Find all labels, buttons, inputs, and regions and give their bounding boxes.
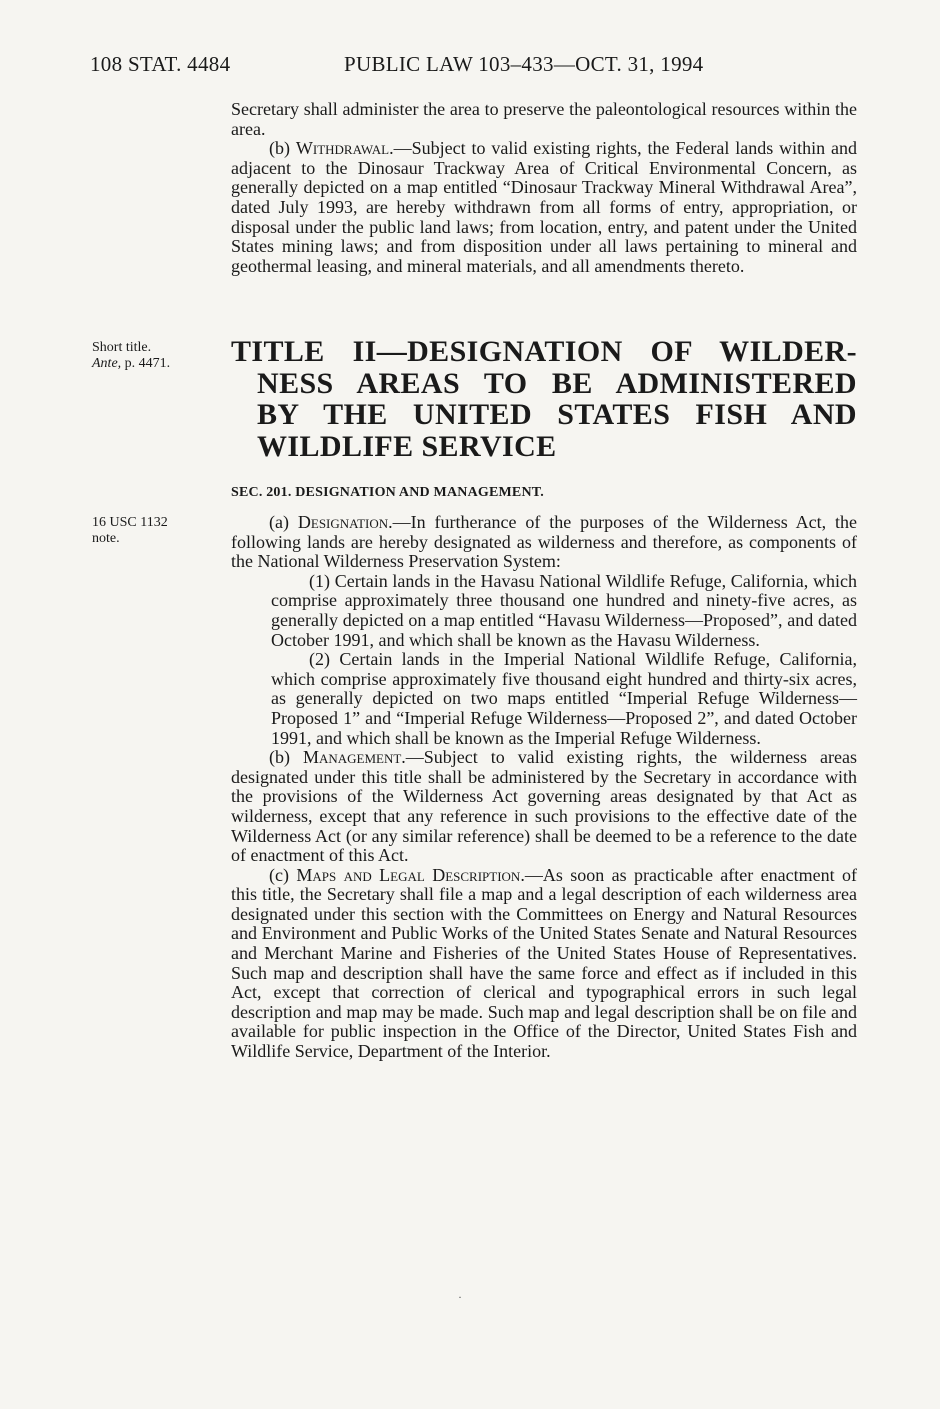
title-line-4: WILDLIFE SERVICE	[257, 429, 557, 463]
title-heading	[231, 336, 857, 462]
usc-note-word: note.	[92, 531, 120, 546]
title-line-2: NESS AREAS TO BE ADMINISTERED	[257, 366, 857, 400]
subsection-a-label: (a)	[269, 512, 298, 532]
public-law-citation: PUBLIC LAW 103–433—OCT. 31, 1994	[344, 52, 704, 76]
subsection-b	[231, 748, 857, 866]
subsection-c	[231, 866, 857, 1062]
title-line-3: BY THE UNITED STATES FISH AND	[257, 398, 857, 431]
ante-page: p. 4471.	[121, 356, 171, 371]
paragraph-2-imperial: (2) Certain lands in the Imperial National Wildlife Refuge, California, which comprise approximately five thousand eight hundred and thirty-six acres, as generally depicted on two maps entitled “Imperial Refuge Wilderness—Proposed 1” and “Imperial Refuge Wilderness—Proposed 2”, and dated October 1991, and which shall be known as the Imperial Refuge Wilderness.	[271, 649, 857, 748]
subsection-b-label: (b)	[269, 747, 303, 768]
subsection-c-heading: Maps and Legal Description.	[296, 864, 525, 885]
subsection-c-label: (c)	[269, 864, 297, 885]
page-header	[90, 52, 740, 84]
subsection-a-heading: Designation.	[297, 512, 393, 532]
statute-page-number: 108 STAT. 4484	[90, 52, 231, 76]
title-line-1: TITLE II—DESIGNATION OF WILDER-	[231, 335, 857, 368]
withdrawal-label: (b)	[269, 138, 296, 159]
usc-note	[92, 515, 168, 547]
subsection-b-text: —Subject to valid existing rights, the wilderness areas designated under this title shall be administered by the Secretary in accordance with the provisions of the Wilderness Act governing areas designated by that Act as wilderness, except that any reference in such provisions to the effective date of the Wilderness Act (or any similar reference) shall be deemed to be a reference to the date of enactment of this Act.	[231, 747, 857, 866]
subsection-b-heading: Management.	[302, 747, 406, 768]
short-title-label: Short title.	[92, 340, 152, 355]
continuation-paragraph: Secretary shall administer the area to preserve the paleontological resources within the area.	[231, 99, 857, 139]
usc-citation: 16 USC 1132	[92, 515, 168, 530]
short-title-note	[92, 340, 170, 372]
subsection-a	[231, 513, 857, 572]
subsection-a-text: —In furtherance of the purposes of the Wilderness Act, the following lands are hereby designated as wilderness and therefore, as components of the National Wilderness Preservation System:	[231, 512, 857, 572]
section-heading: SEC. 201. DESIGNATION AND MANAGEMENT.	[231, 485, 544, 500]
withdrawal-paragraph	[231, 139, 857, 276]
ante-reference	[92, 356, 170, 372]
ante-word: Ante,	[92, 356, 122, 371]
subsection-c-text: —As soon as practicable after enactment of this title, the Secretary shall file a map and a legal description of each wilderness area designated under this section with the Committees on Energy and Natural Resources and Environment and Public Works of the United States Senate and Natural Resources and Merchant Marine and Fisheries of the United States House of Representatives. Such map and description shall have the same force and effect as if included in this Act, except that correction of clerical and typographical errors in such legal description and map may be made. Such map and legal description shall be on file and available for public inspection in the Office of the Director, United States Fish and Wildlife Service, Department of the Interior.	[231, 864, 858, 1062]
withdrawal-heading: Withdrawal.	[295, 138, 394, 159]
scan-speck: ·	[458, 1290, 462, 1304]
paragraph-1-havasu: (1) Certain lands in the Havasu National Wildlife Refuge, California, which comprise approximately three thousand one hundred and ninety-five acres, as generally depicted on a map entitled “Havasu Wilderness—Proposed”, and dated October 1991, and which shall be known as the Havasu Wilderness.	[271, 570, 857, 650]
intro-block	[231, 100, 857, 276]
section-body	[231, 513, 857, 1062]
withdrawal-text: —Subject to valid existing rights, the Federal lands within and adjacent to the Dinosaur Trackway Area of Critical Environmental Concern, as generally depicted on a map entitled “Dinosaur Trackway Mineral Withdrawal Area”, dated July 1993, are hereby withdrawn from all forms of entry, appropriation, or disposal under the public land laws; from location, entry, and patent under the United States mining laws; and from disposition under all laws pertaining to mineral and geothermal leasing, and mineral materials, and all amendments thereto.	[231, 138, 857, 276]
